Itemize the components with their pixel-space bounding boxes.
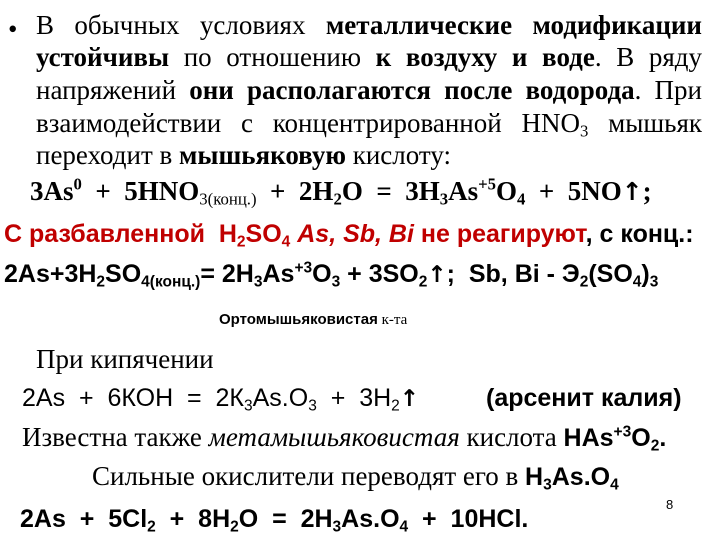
dilute-acid-note: С разбавленной $H_2SO_4$ As, Sb, Bi не реагируют, с конц.: bbox=[4, 220, 694, 251]
equation-h2so4: $2As+3H_2SO_{4(конц.)}= 2H_3As^{+3}O_3$ + $3SO_2↑$; Sb, Bi - $Э_2(SO_4)_3$ bbox=[4, 259, 659, 291]
equation-cl2: $2As + 5Cl_2 + 8H_2O = 2H_3As.O_4 + 10HCl$. bbox=[20, 505, 529, 536]
oxidizers-line: Сильные окислители переводят его в $H_3As.O_4$ bbox=[92, 461, 619, 494]
paragraph-line-2: устойчивы по отношению к воздуху и воде. В ряду bbox=[36, 42, 703, 72]
paragraph-line-1: В обычных условиях металлические модификации bbox=[36, 10, 702, 40]
gas-arrow-icon: ↑ bbox=[399, 386, 420, 412]
acid-caption: Ортомышьяковистая к-та bbox=[219, 311, 408, 328]
paragraph-line-4: взаимодействии с концентрированной $HNO_3$ мышьяк bbox=[36, 108, 702, 141]
boiling-heading: При кипячении bbox=[36, 344, 214, 374]
bullet: • bbox=[8, 14, 18, 44]
meta-acid-line: Известна также метамышьяковистая кислота $HAs^{+3}O_2$. bbox=[22, 422, 667, 455]
equation-koh: $2As + 6КОН = 2К_3As.O_3$ + $3H_2↑$ bbox=[22, 384, 420, 415]
metals-list: As, Sb, Bi bbox=[297, 220, 414, 248]
arsenite-label: (арсенит калия) bbox=[486, 384, 682, 412]
equation-hno3: $3As^0 + 5HNO_{3(конц.)} + 2H_2O = 3H_3As^{+5}O_4$ + 5NO↑; bbox=[30, 174, 652, 209]
page-number: 8 bbox=[666, 497, 674, 512]
gas-arrow-icon: ↑ bbox=[621, 177, 643, 206]
paragraph-line-3: напряжений они располагаются после водорода. При bbox=[36, 75, 703, 105]
gas-arrow-icon: ↑ bbox=[427, 262, 447, 288]
paragraph-line-5: переходит в мышьяковую кислоту: bbox=[36, 140, 451, 170]
